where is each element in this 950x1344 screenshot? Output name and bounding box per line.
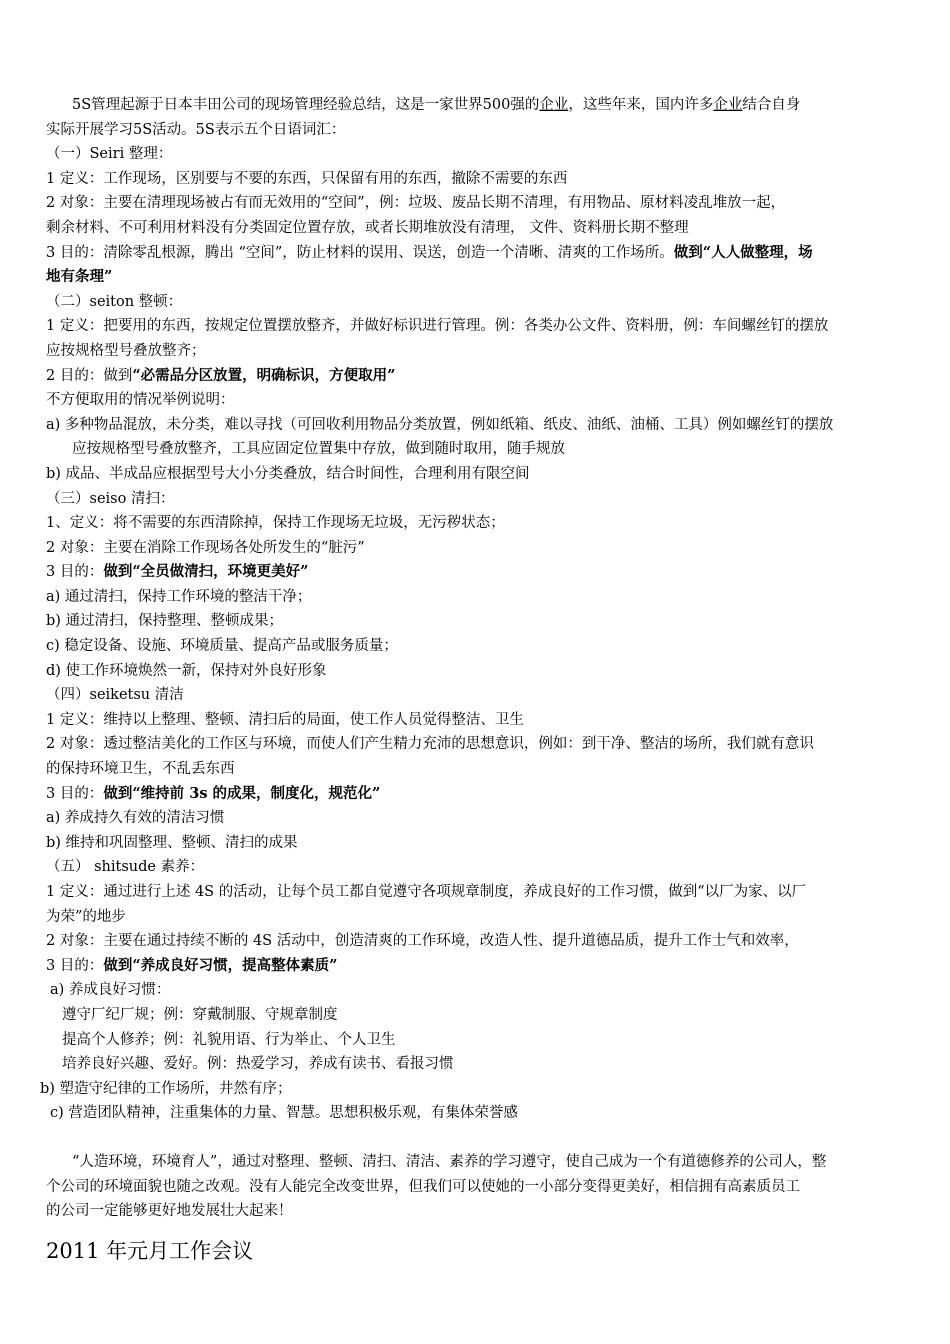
paragraph-line	[46, 241, 908, 266]
paragraph-text: 2 目的：做到	[46, 367, 133, 384]
list-item-continuation: 应按规格型号叠放整齐，工具应固定位置集中存放，做到随时取用，随手规放	[72, 441, 565, 458]
intro-text: 5S管理起源于日本丰田公司的现场管理经验总结，这是一家世界500强的	[72, 97, 540, 113]
closing-line: 个公司的环境面貌也随之改观。没有人能完全改变世界，但我们可以使她的一小部分变得更美好，相信拥有高素质员工	[46, 1178, 800, 1195]
paragraph-line	[46, 782, 908, 807]
intro-text: ，这些年来，国内许多	[568, 97, 714, 113]
bold-slogan: 做到“养成良好习惯，提高整体素质”	[103, 956, 338, 974]
section-heading-seiso: （三）seiso 清扫：	[46, 490, 175, 507]
paragraph-line: 剩余材料、不可利用材料没有分类固定位置存放，或者长期堆放没有清理， 文件、资料册长期不整理	[46, 219, 689, 236]
closing-line: 的公司一定能够更好地发展壮大起来！	[46, 1203, 293, 1220]
closing-line: “人造环境，环境育人”，通过对整理、整顿、清扫、清洁、素养的学习遵守，使自己成为一个有道德修养的公司人，整	[72, 1153, 827, 1170]
bold-slogan: “必需品分区放置，明确标识，方便取用”	[132, 366, 396, 384]
paragraph-line: 2 对象：透过整洁美化的工作区与环境，而使人们产生精力充沛的思想意识，例如：到干净、整洁的场所，我们就有意识	[46, 736, 814, 753]
paragraph-line	[46, 560, 908, 585]
list-item: b) 维持和巩固整理、整顿、清扫的成果	[46, 834, 298, 851]
list-item: c) 营造团队精神，注重集体的力量、智慧。思想积极乐观，有集体荣誉感	[50, 1105, 518, 1122]
section-heading-seiketsu: （四）seiketsu 清洁	[46, 687, 184, 704]
paragraph-line: 1 定义：工作现场，区别要与不要的东西，只保留有用的东西，撤除不需要的东西	[46, 170, 568, 187]
paragraph-line: 2 对象：主要在通过持续不断的 4S 活动中，创造清爽的工作环境，改造人性、提升道德品质，提升工作士气和效率，	[46, 933, 799, 950]
paragraph-line: 2 对象：主要在消除工作现场各处所发生的“脏污”	[46, 539, 365, 556]
bold-slogan: 地有条理”	[46, 268, 113, 286]
paragraph-text: 3 目的：	[46, 564, 104, 581]
bold-slogan: 做到“人人做整理，场	[673, 243, 813, 261]
list-item: b) 通过清扫，保持整理、整顿成果；	[46, 613, 284, 630]
paragraph-line: 为荣”的地步	[46, 908, 126, 925]
paragraph-line: 2 对象：主要在清理现场被占有而无效用的“空间”，例：垃圾、废品长期不清理，有用物品、原材料凌乱堆放一起，	[46, 195, 786, 212]
sub-list-item: 遵守厂纪厂规；例：穿戴制服、守规章制度	[62, 1006, 338, 1023]
list-item: b) 成品、半成品应根据型号大小分类叠放，结合时间性，合理利用有限空间	[46, 465, 530, 482]
paragraph-line: 1 定义：维持以上整理、整顿、清扫后的局面，使工作人员觉得整洁、卫生	[46, 711, 524, 728]
paragraph-line: 1 定义：把要用的东西，按规定位置摆放整齐，并做好标识进行管理。例：各类办公文件、资料册，例：车间螺丝钉的摆放	[46, 318, 829, 335]
list-item: a) 养成持久有效的清洁习惯	[46, 810, 225, 827]
bold-slogan: 做到“全员做清扫，环境更美好”	[103, 563, 309, 581]
paragraph-line: 1、定义：将不需要的东西清除掉，保持工作现场无垃圾，无污秽状态；	[46, 515, 505, 532]
list-item: c) 稳定设备、设施、环境质量、提高产品或服务质量；	[46, 638, 398, 655]
paragraph-line: 的保持环境卫生，不乱丢东西	[46, 761, 235, 778]
bold-slogan: 做到“维持前 3s 的成果，制度化，规范化”	[103, 784, 381, 802]
intro-line-1	[46, 93, 908, 118]
paragraph-line	[46, 954, 908, 979]
footer-title: 2011 年元月工作会议	[46, 1238, 254, 1263]
paragraph-text: 3 目的：	[46, 957, 104, 974]
enterprise-link[interactable]: 企业	[713, 97, 743, 113]
paragraph-text: 3 目的：	[46, 785, 104, 802]
sub-list-item: 提高个人修养；例：礼貌用语、行为举止、个人卫生	[62, 1031, 396, 1048]
paragraph-line: 1 定义：通过进行上述 4S 的活动，让每个员工都自觉遵守各项规章制度，养成良好的工作习惯，做到“以厂为家、以厂	[46, 884, 807, 900]
paragraph-line: 不方便取用的情况举例说明：	[46, 392, 235, 409]
spacer	[46, 1126, 908, 1150]
paragraph-line: 应按规格型号叠放整齐；	[46, 342, 206, 359]
list-item: a) 多种物品混放，未分类，难以寻找（可回收利用物品分类放置，例如纸箱、纸皮、油纸、油桶、工具）例如螺丝钉的摆放	[46, 416, 834, 433]
section-heading-shitsuke: （五） shitsude 素养：	[46, 859, 205, 876]
section-heading-seiton: （二）seiton 整顿：	[46, 293, 183, 310]
sub-list-item: 培养良好兴趣、爱好。例：热爱学习，养成有读书、看报习惯	[62, 1056, 454, 1073]
paragraph-line	[46, 364, 908, 389]
list-item: d) 使工作环境焕然一新，保持对外良好形象	[46, 662, 327, 679]
list-item: b) 塑造守纪律的工作场所，井然有序；	[40, 1080, 292, 1097]
list-item: a) 通过清扫，保持工作环境的整洁干净；	[46, 588, 312, 605]
list-item: a) 养成良好习惯：	[50, 982, 171, 999]
section-heading-seiri: （一）Seiri 整理：	[46, 146, 173, 163]
paragraph-text: 3 目的：清除零乱根源，腾出 “空间”，防止材料的误用、误送，创造一个清晰、清爽的工作场所。	[46, 244, 674, 261]
intro-line-2: 实际开展学习5S活动。5S表示五个日语词汇：	[46, 121, 346, 138]
enterprise-link[interactable]: 企业	[539, 97, 569, 113]
intro-text: 结合自身	[742, 97, 801, 113]
document-body	[40, 93, 908, 1266]
